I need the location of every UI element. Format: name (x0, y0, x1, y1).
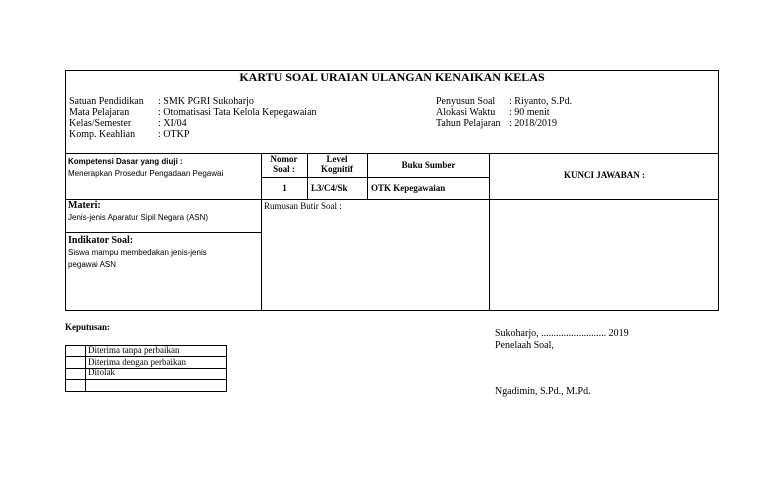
keputusan-option: Diterima tanpa perbaikan (88, 345, 180, 355)
level-value: L3/C4/Sk (311, 183, 348, 193)
nomor-soal-header: Nomor Soal : (270, 154, 298, 174)
checkbox-diterima-dengan[interactable] (66, 357, 84, 367)
checkbox-ditolak[interactable] (66, 369, 84, 379)
identity-value: : Riyanto, S.Pd. (509, 96, 573, 107)
signature-role: Penelaah Soal, (495, 340, 554, 351)
kompetensi-value: Menerapkan Prosedur Pengadaan Pegawai (68, 169, 224, 178)
buku-header: Buku Sumber (401, 160, 456, 170)
identity-label: Mata Pelajaran (69, 107, 130, 118)
checkbox-diterima-tanpa[interactable] (66, 346, 84, 356)
identity-label: Penyusun Soal (436, 96, 496, 107)
nomor-soal-value: 1 (282, 183, 287, 193)
divider (65, 379, 227, 380)
buku-value: OTK Kepegawaian (371, 183, 446, 193)
divider (307, 153, 308, 199)
keputusan-option: Diterima dengan perbaikan (88, 357, 186, 367)
kompetensi-label: Kompetensi Dasar yang diuji : (68, 157, 183, 166)
keputusan-label: Keputusan: (65, 322, 111, 332)
divider (261, 153, 262, 311)
identity-label: Kelas/Semester (69, 118, 132, 129)
identity-value: : Otomatisasi Tata Kelola Kepegawaian (158, 107, 317, 118)
level-header: Level Kognitif (320, 154, 353, 174)
indikator-value: pegawai ASN (68, 260, 117, 269)
identity-label: Komp. Keahlian (69, 129, 136, 140)
identity-label: Tahun Pelajaran (436, 118, 501, 129)
checkbox-blank[interactable] (66, 380, 84, 391)
identity-value: : SMK PGRI Sukoharjo (158, 96, 254, 107)
materi-label: Materi: (68, 200, 101, 211)
card-title: KARTU SOAL URAIAN ULANGAN KENAIKAN KELAS (239, 70, 545, 84)
indikator-label: Indikator Soal: (68, 235, 134, 246)
divider (261, 177, 489, 178)
signature-name: Ngadimin, S.Pd., M.Pd. (495, 386, 591, 397)
identity-value: : XI/04 (158, 118, 187, 129)
divider (65, 199, 719, 200)
identity-value: : OTKP (158, 129, 190, 140)
identity-label: Satuan Pendidikan (69, 96, 144, 107)
kunci-jawaban-header: KUNCI JAWABAN : (563, 170, 645, 180)
indikator-value: Siswa mampu membedakan jenis-jenis (68, 248, 207, 257)
divider (85, 345, 86, 392)
signature-place-date: Sukoharjo, .......................... 2019 (495, 328, 629, 339)
identity-value: : 2018/2019 (509, 118, 558, 129)
materi-value: Jenis-jenis Aparatur Sipil Negara (ASN) (68, 213, 209, 222)
rumusan-label: Rumusan Butir Soal : (264, 201, 342, 211)
divider (65, 153, 719, 154)
identity-label: Alokasi Waktu (436, 107, 496, 118)
keputusan-option: Ditolak (88, 367, 115, 377)
divider (65, 232, 261, 233)
identity-value: : 90 menit (509, 107, 550, 118)
